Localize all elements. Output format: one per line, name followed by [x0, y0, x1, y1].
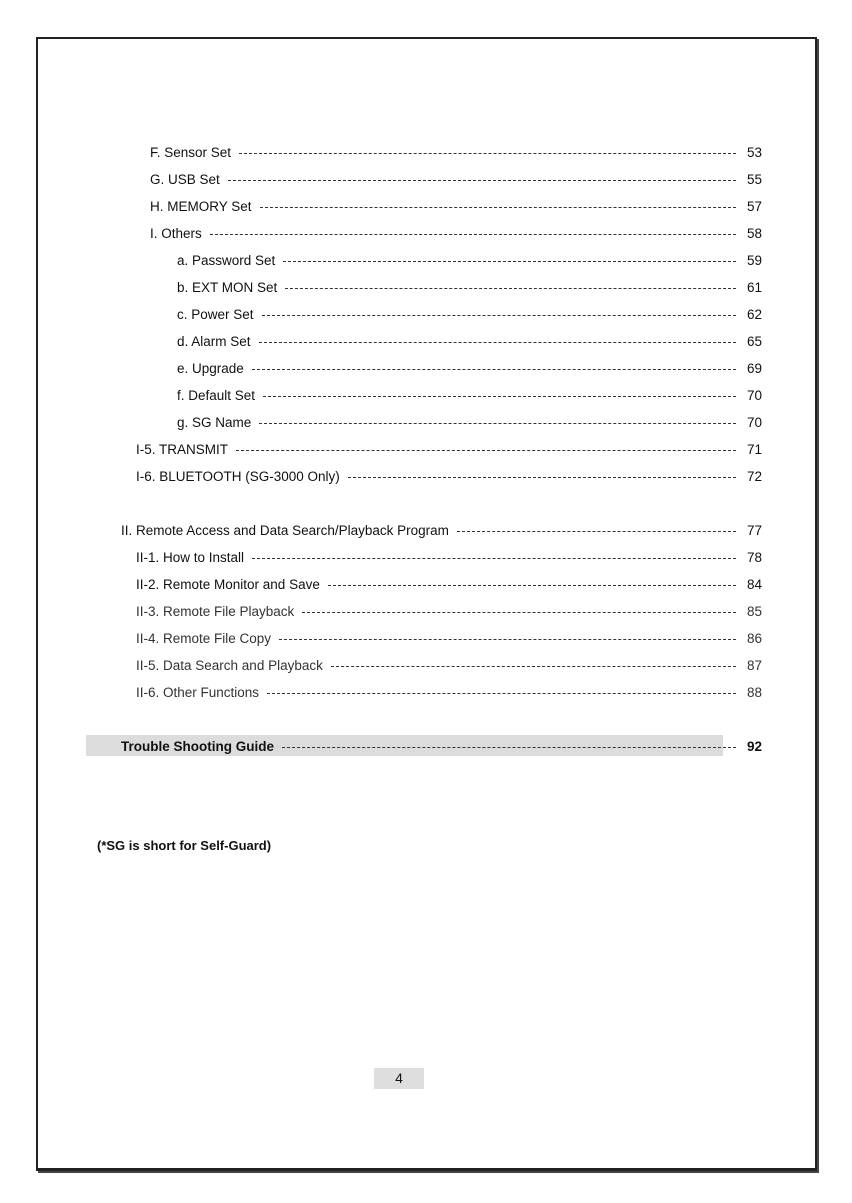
toc-entry-label: I. Others — [150, 225, 202, 241]
toc-leader — [210, 234, 736, 235]
toc-entry — [177, 385, 762, 405]
toc-entry-page: 61 — [746, 279, 762, 295]
toc-entry-label: a. Password Set — [177, 252, 276, 268]
toc-leader — [252, 558, 736, 559]
toc-entry — [150, 196, 762, 216]
toc-entry — [136, 574, 762, 594]
toc-entry — [136, 601, 762, 621]
toc-entry-page: 53 — [746, 144, 762, 160]
toc-entry — [136, 466, 762, 486]
toc-entry — [150, 142, 762, 162]
toc-leader — [279, 639, 736, 640]
toc-entry-trouble-shooting — [121, 736, 762, 756]
toc-entry-label: II-5. Data Search and Playback — [136, 657, 323, 673]
toc-entry-label: I-6. BLUETOOTH (SG-3000 Only) — [136, 468, 340, 484]
toc-entry-label: II-4. Remote File Copy — [136, 630, 272, 646]
toc-entry-page: 72 — [746, 468, 762, 484]
toc-entry-page: 77 — [746, 522, 762, 538]
toc-leader — [348, 477, 736, 478]
toc-entry — [136, 682, 762, 702]
page-number: 4 — [374, 1068, 424, 1089]
toc-leader — [262, 315, 736, 316]
toc-leader — [283, 261, 736, 262]
toc-entry-page: 84 — [746, 576, 762, 592]
toc-entry-label: II. Remote Access and Data Search/Playback Program — [121, 522, 449, 538]
toc-entry-page: 58 — [746, 225, 762, 241]
toc-entry-label: b. EXT MON Set — [177, 279, 278, 295]
toc-entry-label: H. MEMORY Set — [150, 198, 252, 214]
toc-entry-page: 88 — [746, 684, 762, 700]
toc-entry-label: c. Power Set — [177, 306, 254, 322]
toc-entry — [136, 655, 762, 675]
toc-leader — [328, 585, 736, 586]
toc-leader — [259, 342, 736, 343]
toc-entry-label: g. SG Name — [177, 414, 252, 430]
toc-entry-label: F. Sensor Set — [150, 144, 232, 160]
toc-entry-page: 85 — [746, 603, 762, 619]
toc-entry-label: G. USB Set — [150, 171, 220, 187]
toc-entry — [136, 628, 762, 648]
toc-leader — [263, 396, 736, 397]
toc-leader — [282, 747, 736, 748]
toc-leader — [457, 531, 736, 532]
toc-entry-page: 55 — [746, 171, 762, 187]
toc-entry-label: II-3. Remote File Playback — [136, 603, 295, 619]
toc-entry-page: 92 — [746, 738, 762, 754]
toc-entry — [177, 412, 762, 432]
toc-entry-label: II-6. Other Functions — [136, 684, 260, 700]
toc-entry — [150, 169, 762, 189]
toc-entry — [177, 250, 762, 270]
toc-entry-page: 57 — [746, 198, 762, 214]
toc-leader — [239, 153, 736, 154]
toc-entry-page: 87 — [746, 657, 762, 673]
toc-entry-page: 59 — [746, 252, 762, 268]
toc-leader — [236, 450, 736, 451]
toc-entry-page: 78 — [746, 549, 762, 565]
toc-entry-page: 62 — [746, 306, 762, 322]
toc-entry-page: 69 — [746, 360, 762, 376]
toc-entry-label: e. Upgrade — [177, 360, 244, 376]
toc-entry-label: d. Alarm Set — [177, 333, 251, 349]
toc-leader — [260, 207, 736, 208]
toc-entry-page: 71 — [746, 441, 762, 457]
toc-entry — [150, 223, 762, 243]
toc-entry-page: 65 — [746, 333, 762, 349]
toc-leader — [302, 612, 736, 613]
toc-entry — [177, 358, 762, 378]
toc-entry-label: Trouble Shooting Guide — [121, 738, 274, 754]
toc-entry — [136, 547, 762, 567]
toc-leader — [285, 288, 736, 289]
toc-entry — [177, 304, 762, 324]
toc-entry — [177, 331, 762, 351]
toc-entry-label: f. Default Set — [177, 387, 256, 403]
toc-entry-label: II-1. How to Install — [136, 549, 245, 565]
toc-entry — [121, 520, 762, 540]
toc-leader — [252, 369, 736, 370]
toc-entry — [177, 277, 762, 297]
toc-leader — [228, 180, 736, 181]
toc-entry-label: I-5. TRANSMIT — [136, 441, 229, 457]
toc-entry — [136, 439, 762, 459]
toc-entry-page: 86 — [746, 630, 762, 646]
toc-entry-page: 70 — [746, 414, 762, 430]
footnote: (*SG is short for Self-Guard) — [97, 838, 272, 853]
toc-leader — [331, 666, 736, 667]
toc-leader — [259, 423, 736, 424]
toc-leader — [267, 693, 736, 694]
toc-entry-label: II-2. Remote Monitor and Save — [136, 576, 320, 592]
toc-entry-page: 70 — [746, 387, 762, 403]
